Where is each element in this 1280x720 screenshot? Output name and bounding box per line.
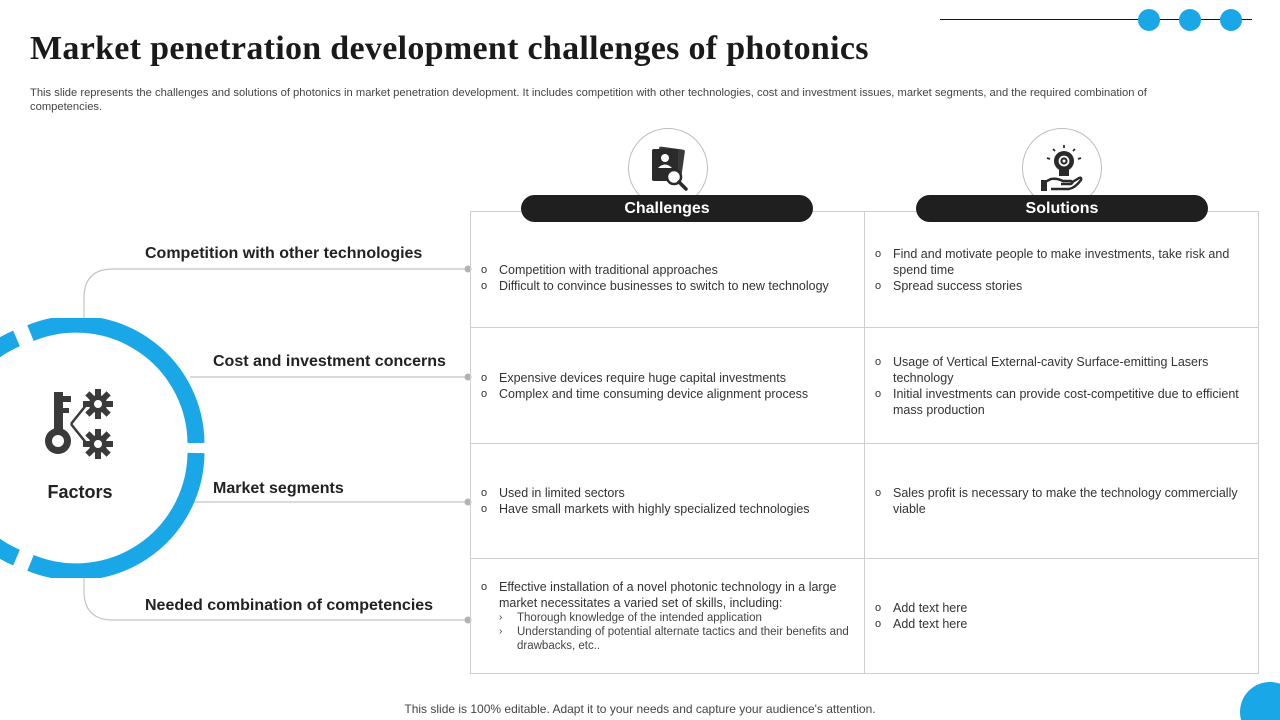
factor-competition: Competition with other technologies — [145, 245, 423, 262]
list-item: o Add text here — [875, 600, 967, 616]
decorative-dot — [1179, 9, 1201, 31]
decorative-dot — [1138, 9, 1160, 31]
slide-footer: This slide is 100% editable. Adapt it to your needs and capture your audience's attention. — [404, 702, 876, 716]
list-item: o Complex and time consuming device alignment process — [481, 386, 808, 402]
list-item: o Difficult to convince businesses to switch to new technology — [481, 278, 829, 294]
list-item: o Competition with traditional approaches — [481, 262, 829, 278]
challenge-cell — [471, 559, 864, 673]
solution-cell — [865, 328, 1258, 443]
factor-market-segments: Market segments — [213, 480, 344, 497]
challenge-cell — [471, 212, 864, 327]
challenge-cell — [471, 328, 864, 443]
list-item: o Usage of Vertical External-cavity Surface-emitting Lasers technology — [875, 354, 1248, 386]
factor-competencies: Needed combination of competencies — [145, 597, 434, 614]
decorative-line — [940, 19, 1252, 20]
key-gears-icon — [43, 386, 115, 462]
list-item: o Have small markets with highly specialized technologies — [481, 501, 810, 517]
decorative-dot — [1220, 9, 1242, 31]
list-item: o Spread success stories — [875, 278, 1248, 294]
list-item: o Find and motivate people to make investments, take risk and spend time — [875, 246, 1248, 278]
slide-subtitle: This slide represents the challenges and solutions of photonics in market penetration development. It includes competition with other technologies, cost and investment issues, market segments, and the required combination of competencies. — [30, 87, 1147, 113]
list-item — [481, 579, 854, 653]
decorative-corner-circle — [1240, 682, 1280, 720]
solution-cell — [865, 559, 1258, 673]
list-item: o Sales profit is necessary to make the technology commercially viable — [875, 485, 1248, 517]
challenges-header: Challenges — [521, 195, 813, 222]
sub-list-item: › Thorough knowledge of the intended application — [499, 611, 854, 625]
lightbulb-hand-icon — [1041, 145, 1085, 191]
list-item: o Initial investments can provide cost-competitive due to efficient mass production — [875, 386, 1248, 418]
list-item: o Add text here — [875, 616, 967, 632]
challenge-cell — [471, 444, 864, 558]
list-item: o Expensive devices require huge capital investments — [481, 370, 808, 386]
sub-list-item: › Understanding of potential alternate tactics and their benefits and drawbacks, etc.. — [499, 625, 854, 653]
document-search-icon — [647, 145, 691, 191]
solutions-header: Solutions — [916, 195, 1208, 222]
slide-title: Market penetration development challenges of photonics — [30, 30, 869, 67]
list-item: o Used in limited sectors — [481, 485, 810, 501]
list-item-text: Effective installation of a novel photonic technology in a large market necessitates a varied set of skills, including: — [499, 580, 837, 610]
factor-cost-investment: Cost and investment concerns — [213, 353, 446, 370]
solution-cell — [865, 212, 1258, 327]
solution-cell — [865, 444, 1258, 558]
factors-label: Factors — [47, 482, 113, 502]
